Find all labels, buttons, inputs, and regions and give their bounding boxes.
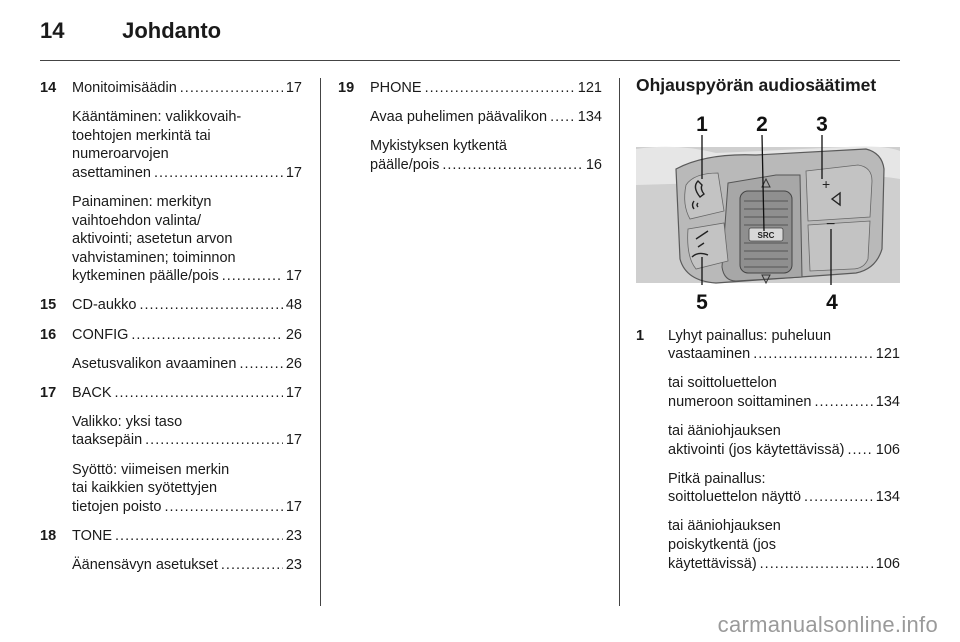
page-ref: 16 xyxy=(585,156,602,173)
callout-5: 5 xyxy=(696,290,708,313)
page-ref: 48 xyxy=(285,297,302,314)
entry-line xyxy=(72,193,302,212)
entry-line xyxy=(72,230,302,249)
entry-line xyxy=(72,127,302,146)
entry-text: Painaminen: merkityn xyxy=(72,193,212,210)
callout-1: 1 xyxy=(696,112,708,136)
entry-number: 14 xyxy=(40,80,57,96)
volume-minus-label: − xyxy=(826,215,836,233)
entry-number: 1 xyxy=(636,327,645,344)
entry-number: 18 xyxy=(40,527,57,544)
entry-group xyxy=(370,137,602,174)
dot-leader xyxy=(442,156,583,175)
entry-text: asettaminen xyxy=(72,164,151,181)
dot-leader xyxy=(814,393,872,412)
entry-line xyxy=(72,79,302,98)
page-ref: 134 xyxy=(875,489,900,506)
dot-leader xyxy=(164,498,282,517)
dot-leader xyxy=(550,108,575,127)
entry-line xyxy=(370,156,602,175)
entry-text: BACK xyxy=(72,384,112,401)
column-divider-1 xyxy=(320,78,321,606)
entry-text: PHONE xyxy=(370,80,422,96)
entry-text: tai kaikkien syötettyjen xyxy=(72,480,218,497)
entry-line xyxy=(370,108,602,127)
entry-group xyxy=(370,79,602,98)
column-divider-2 xyxy=(619,78,620,606)
page-ref: 17 xyxy=(285,384,302,401)
entry-line xyxy=(668,536,900,555)
entry-group xyxy=(72,384,302,403)
entry-text: poiskytkentä (jos xyxy=(668,536,776,553)
dot-leader xyxy=(115,527,283,546)
callout-4: 4 xyxy=(826,290,838,313)
entry-number: 17 xyxy=(40,384,57,401)
entry-text: vahvistaminen; toiminnon xyxy=(72,249,236,266)
entry-number: 19 xyxy=(338,80,355,96)
entry-line xyxy=(72,326,302,345)
entry-group xyxy=(72,413,302,450)
page-number: 14 xyxy=(40,18,65,43)
entry-line xyxy=(668,393,900,412)
entry-text: toehtojen merkintä tai xyxy=(72,127,211,144)
column-3 xyxy=(636,76,900,573)
entry-line xyxy=(668,517,900,536)
steering-wheel-controls-illustration xyxy=(636,109,900,313)
entry-text: Asetusvalikon avaaminen xyxy=(72,355,237,372)
entry-text: Syöttö: viimeisen merkin xyxy=(72,461,230,478)
index-entry xyxy=(338,79,602,174)
entry-text: tai ääniohjauksen xyxy=(668,518,781,535)
dot-leader xyxy=(222,267,283,286)
page-ref: 17 xyxy=(285,498,302,515)
entry-line xyxy=(72,479,302,498)
entry-line xyxy=(668,374,900,393)
page-ref: 23 xyxy=(285,527,302,544)
page-ref: 17 xyxy=(285,80,302,96)
entry-text: tietojen poisto xyxy=(72,498,162,515)
dot-leader xyxy=(180,79,283,98)
entry-group xyxy=(72,296,302,315)
dot-leader xyxy=(804,488,873,507)
page-ref: 17 xyxy=(285,432,302,449)
page-ref: 106 xyxy=(875,441,900,458)
entry-text: numeroon soittaminen xyxy=(668,393,812,410)
entry-line xyxy=(72,296,302,315)
page-title: Johdanto xyxy=(122,18,222,43)
callout-descriptions xyxy=(636,327,900,574)
entry-line xyxy=(370,79,602,98)
section-title: Ohjauspyörän audiosäätimet xyxy=(636,75,877,95)
page-ref: 134 xyxy=(875,393,900,410)
entry-number: 16 xyxy=(40,326,57,343)
page-ref: 17 xyxy=(285,164,302,181)
entry-text: Monitoimisäädin xyxy=(72,80,177,96)
index-entry xyxy=(40,384,302,517)
dot-leader xyxy=(760,555,873,574)
entry-line xyxy=(72,108,302,127)
entry-line xyxy=(72,164,302,183)
entry-group xyxy=(668,374,900,411)
page-ref: 17 xyxy=(285,268,302,285)
entry-line xyxy=(72,212,302,231)
page-header xyxy=(40,18,221,44)
dot-leader xyxy=(847,441,872,460)
dot-leader xyxy=(753,345,873,364)
entry-line xyxy=(72,556,302,575)
entry-number: 15 xyxy=(40,297,57,314)
dot-leader xyxy=(145,431,283,450)
column-2 xyxy=(338,79,602,174)
entry-text: Äänensävyn asetukset xyxy=(72,556,218,573)
entry-group xyxy=(72,355,302,374)
page-ref: 26 xyxy=(285,355,302,372)
page-ref: 106 xyxy=(875,555,900,572)
entry-line xyxy=(72,461,302,480)
entry-group xyxy=(72,527,302,546)
entry-text: CONFIG xyxy=(72,326,129,343)
entry-text: Valikko: yksi taso xyxy=(72,413,183,430)
dot-leader xyxy=(425,79,575,98)
entry-line xyxy=(668,488,900,507)
entry-text: aktivointi (jos käytettävissä) xyxy=(668,441,845,458)
callout-3: 3 xyxy=(816,112,828,136)
index-entry xyxy=(40,79,302,286)
entry-line xyxy=(72,267,302,286)
entry-group xyxy=(72,79,302,98)
page-ref: 26 xyxy=(285,326,302,343)
entry-text: tai soittoluettelon xyxy=(668,375,777,392)
entry-group xyxy=(72,326,302,345)
entry-text: vaihtoehdon valinta/ xyxy=(72,212,201,229)
dot-leader xyxy=(154,164,283,183)
entry-text: taaksepäin xyxy=(72,432,143,449)
entry-text: aktivointi; asetetun arvon xyxy=(72,231,233,248)
dot-leader xyxy=(139,296,282,315)
index-entry xyxy=(636,327,900,574)
dot-leader xyxy=(221,556,283,575)
entry-line xyxy=(668,345,900,364)
entry-text: käytettävissä) xyxy=(668,555,757,572)
entry-line xyxy=(668,555,900,574)
entry-group xyxy=(72,193,302,286)
entry-line xyxy=(72,413,302,432)
steering-wheel-controls-figure xyxy=(636,109,900,313)
entry-line xyxy=(72,498,302,517)
entry-line xyxy=(370,137,602,156)
entry-line xyxy=(72,527,302,546)
entry-text: kytkeminen päälle/pois xyxy=(72,268,219,285)
entry-text: Pitkä painallus: xyxy=(668,470,766,487)
entry-text: Avaa puhelimen päävalikon xyxy=(370,109,548,126)
entry-text: Kääntäminen: valikkovaih- xyxy=(72,109,242,126)
watermark: carmanualsonline.info xyxy=(717,612,938,637)
entry-text: TONE xyxy=(72,527,113,544)
dot-leader xyxy=(239,355,282,374)
entry-group xyxy=(668,470,900,507)
index-entry xyxy=(40,296,302,315)
entry-text: CD-aukko xyxy=(72,297,137,314)
dot-leader xyxy=(115,384,283,403)
callout-2: 2 xyxy=(756,112,768,136)
entry-group xyxy=(72,556,302,575)
entry-group xyxy=(72,461,302,517)
entry-group xyxy=(72,108,302,182)
dot-leader xyxy=(131,326,282,345)
entry-line xyxy=(668,327,900,346)
entry-line xyxy=(72,431,302,450)
entry-group xyxy=(668,327,900,364)
page-ref: 121 xyxy=(875,346,900,363)
index-entry xyxy=(40,326,302,374)
entry-text: numeroarvojen xyxy=(72,146,169,163)
volume-plus-label: + xyxy=(822,175,831,192)
entry-text: vastaaminen xyxy=(668,346,751,363)
entry-group xyxy=(668,517,900,573)
header-rule xyxy=(40,60,900,61)
entry-group xyxy=(370,108,602,127)
entry-line xyxy=(72,355,302,374)
page-ref: 23 xyxy=(285,556,302,573)
entry-text: soittoluettelon näyttö xyxy=(668,489,802,506)
column-1 xyxy=(40,79,302,574)
page-ref: 121 xyxy=(577,80,602,96)
page-ref: 134 xyxy=(577,109,602,126)
entry-text: Lyhyt painallus: puheluun xyxy=(668,327,832,344)
entry-group xyxy=(668,422,900,459)
entry-line xyxy=(72,249,302,268)
entry-line xyxy=(72,145,302,164)
entry-line xyxy=(668,470,900,489)
entry-line xyxy=(72,384,302,403)
src-button-label: SRC xyxy=(757,230,775,240)
entry-line xyxy=(668,422,900,441)
entry-text: päälle/pois xyxy=(370,156,440,173)
entry-text: Mykistyksen kytkentä xyxy=(370,138,507,155)
entry-text: tai ääniohjauksen xyxy=(668,422,781,439)
index-entry xyxy=(40,527,302,575)
entry-line xyxy=(668,441,900,460)
